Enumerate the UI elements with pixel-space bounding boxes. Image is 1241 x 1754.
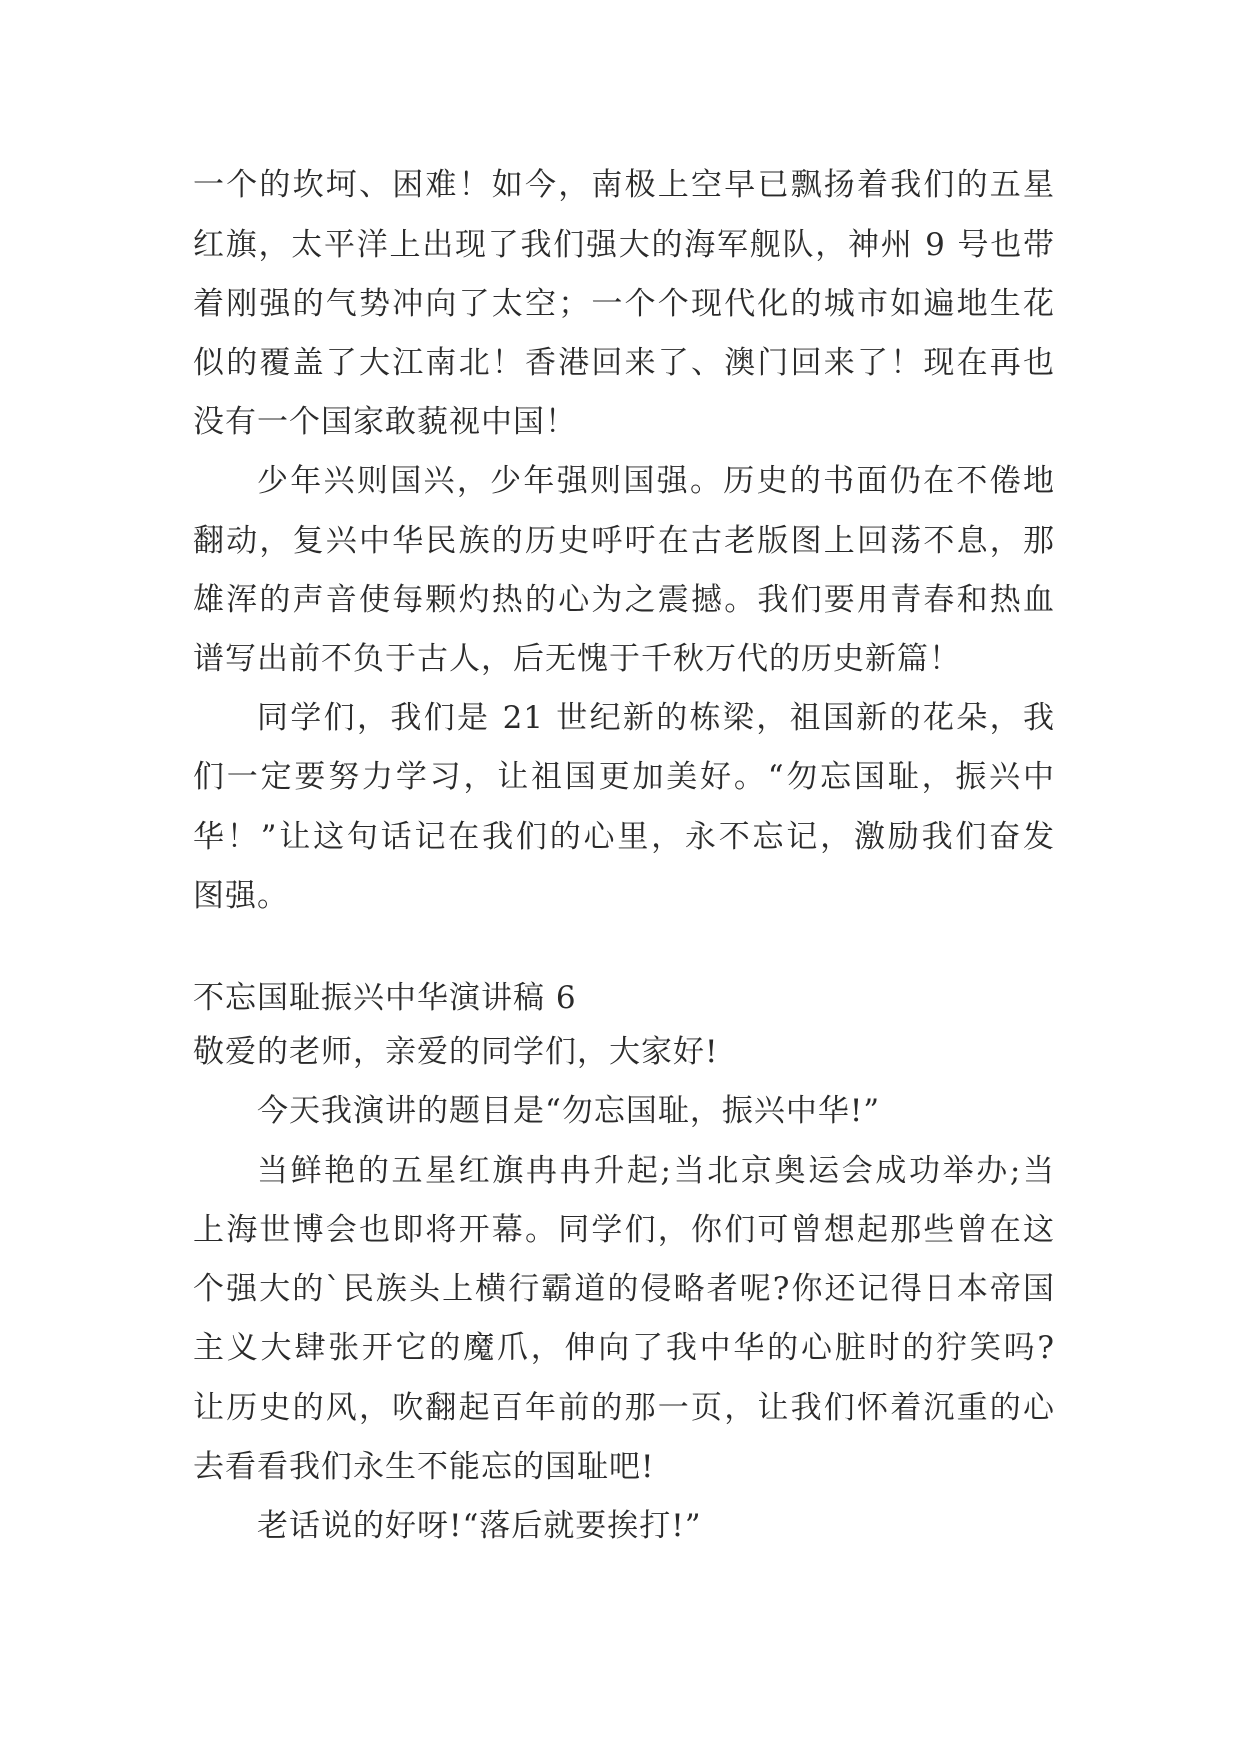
text-line: 个强大的`民族头上横行霸道的侵略者呢?你还记得日本帝国 [193, 1271, 1055, 1307]
text-line: 没有一个国家敢藐视中国！ [193, 404, 577, 440]
text-line: 红旗，太平洋上出现了我们强大的海军舰队，神州 9 号也带 [193, 227, 1055, 263]
text-line: 上海世博会也即将开幕。同学们，你们可曾想起那些曾在这 [193, 1212, 1055, 1248]
text-line: 们一定要努力学习，让祖国更加美好。“勿忘国耻，振兴中 [193, 759, 1055, 795]
topic-line: 今天我演讲的题目是“勿忘国耻，振兴中华!” [257, 1093, 881, 1129]
text-line: 让历史的风，吹翻起百年前的那一页，让我们怀着沉重的心 [193, 1390, 1055, 1426]
closing-line: 老话说的好呀!“落后就要挨打!” [257, 1508, 702, 1544]
text-line: 同学们，我们是 21 世纪新的栋梁，祖国新的花朵，我 [257, 700, 1055, 736]
text-line: 翻动，复兴中华民族的历史呼吁在古老版图上回荡不息，那 [193, 523, 1055, 559]
text-line: 着刚强的气势冲向了太空；一个个现代化的城市如遍地生花 [193, 286, 1055, 322]
text-line: 一个的坎坷、困难！如今，南极上空早已飘扬着我们的五星 [193, 167, 1055, 203]
text-line: 似的覆盖了大江南北！香港回来了、澳门回来了！现在再也 [193, 345, 1055, 381]
text-line: 谱写出前不负于古人，后无愧于千秋万代的历史新篇！ [193, 641, 961, 677]
text-line: 主义大肆张开它的魔爪，伸向了我中华的心脏时的狞笑吗? [193, 1330, 1055, 1366]
text-line: 雄浑的声音使每颗灼热的心为之震撼。我们要用青春和热血 [193, 582, 1055, 618]
section-title: 不忘国耻振兴中华演讲稿 6 [193, 980, 577, 1016]
text-line: 华！”让这句话记在我们的心里，永不忘记，激励我们奋发 [193, 819, 1055, 855]
text-line: 当鲜艳的五星红旗冉冉升起;当北京奥运会成功举办;当 [257, 1153, 1055, 1189]
text-line: 少年兴则国兴，少年强则国强。历史的书面仍在不倦地 [257, 463, 1055, 499]
greeting: 敬爱的老师，亲爱的同学们，大家好! [193, 1034, 719, 1070]
text-line: 去看看我们永生不能忘的国耻吧! [193, 1449, 655, 1485]
text-line: 图强。 [193, 878, 289, 914]
